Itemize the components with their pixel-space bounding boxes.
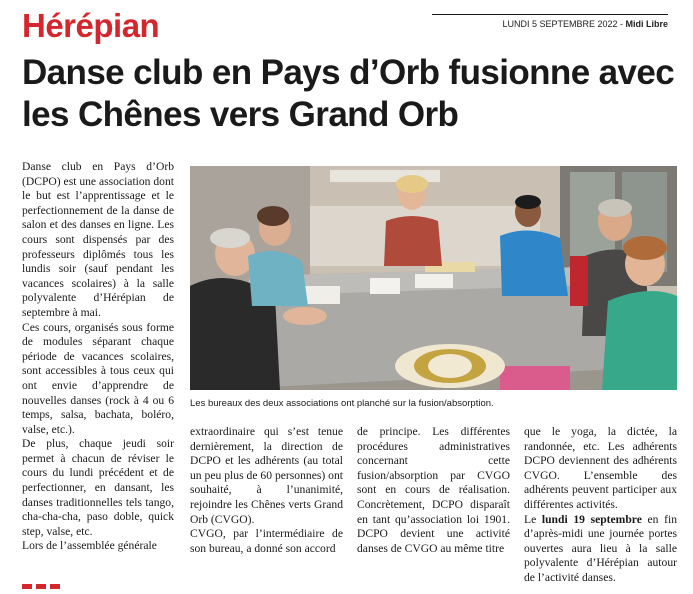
dateline <box>432 14 668 29</box>
paragraph-open-day <box>524 513 677 586</box>
photo-caption: Les bureaux des deux associations ont planché sur la fusion/absorption. <box>190 398 494 409</box>
open-day-date: lundi 19 septembre <box>541 512 642 526</box>
paragraph-approval: CVGO, par l’intermédiaire de son bureau, a donné son accord <box>190 527 343 555</box>
publication-name: Midi Libre <box>625 19 668 29</box>
section-kicker: Hérépian <box>22 7 160 44</box>
paragraph-assembly: Lors de l’assemblée générale <box>22 539 157 553</box>
paragraph-approval-continued: de principe. Les différentes procédures administratives concernant cette fusion/absorption par CVGO sont en cours de réalisation. Concrètement, DCPO disparaît en tant qu’association loi 1901. DCPO devient une activité danses de CVGO au même titre <box>357 425 510 555</box>
body-column-3 <box>357 425 510 557</box>
paragraph-courses: Ces cours, organisés sous forme de modules séparant chaque période de vacances scolaires, sont accessibles à tous ceux qui ont envie d’apprendre de nouvelles danses (rock à 4 ou 6 temps, salsa, bachata, boléro, valse, etc.). <box>22 320 174 436</box>
paragraph-intro: Danse club en Pays d’Orb (DCPO) est une association dont le but est l’apprentissage et le perfectionnement de la danse de salon et des danses en ligne. Les cours sont dispensés par des professeurs diplômés tous les lundis soir (sauf pendant les vacances scolaires) à la salle polyvalente d’Hérépian de septembre à mai. <box>22 160 174 319</box>
body-column-2 <box>190 425 343 557</box>
page-footer-mark <box>22 576 64 581</box>
open-day-prefix: Le <box>524 512 542 526</box>
headline: Danse club en Pays d’Orb fusionne avec les Chênes vers Grand Orb <box>22 53 675 134</box>
article-photo <box>190 166 677 390</box>
paragraph-thursday: De plus, chaque jeudi soir permet à chacun de réviser le cours du lundi précédent et de perfectionner, en dansant, les danses traditionnelles tels tango, cha-cha-cha, paso doble, quick step, valse, etc. <box>22 437 174 538</box>
paragraph-approval-end: que le yoga, la dictée, la randonnée, etc. Les adhérents DCPO deviennent des adhérents CVGO. L’ensemble des adhérents peuvent participer aux différentes activités. <box>524 425 677 511</box>
body-column-4 <box>524 425 677 584</box>
paragraph-assembly-continued: extraordinaire qui s’est tenue dernièrement, la direction de DCPO et les adhérents (au total un peu plus de 60 personnes) ont souhaité, à l’unanimité, rejoindre les Chênes verts Grand Orb (CVGO). <box>190 425 343 526</box>
meeting-photo-illustration <box>190 166 677 390</box>
open-day-text: en fin d’après-midi une journée portes ouvertes aura lieu à la salle polyvalente d’Hérépian autour de l’activité danses. <box>524 512 677 584</box>
body-column-1 <box>22 160 174 555</box>
publication-date: LUNDI 5 SEPTEMBRE 2022 - <box>502 19 626 29</box>
